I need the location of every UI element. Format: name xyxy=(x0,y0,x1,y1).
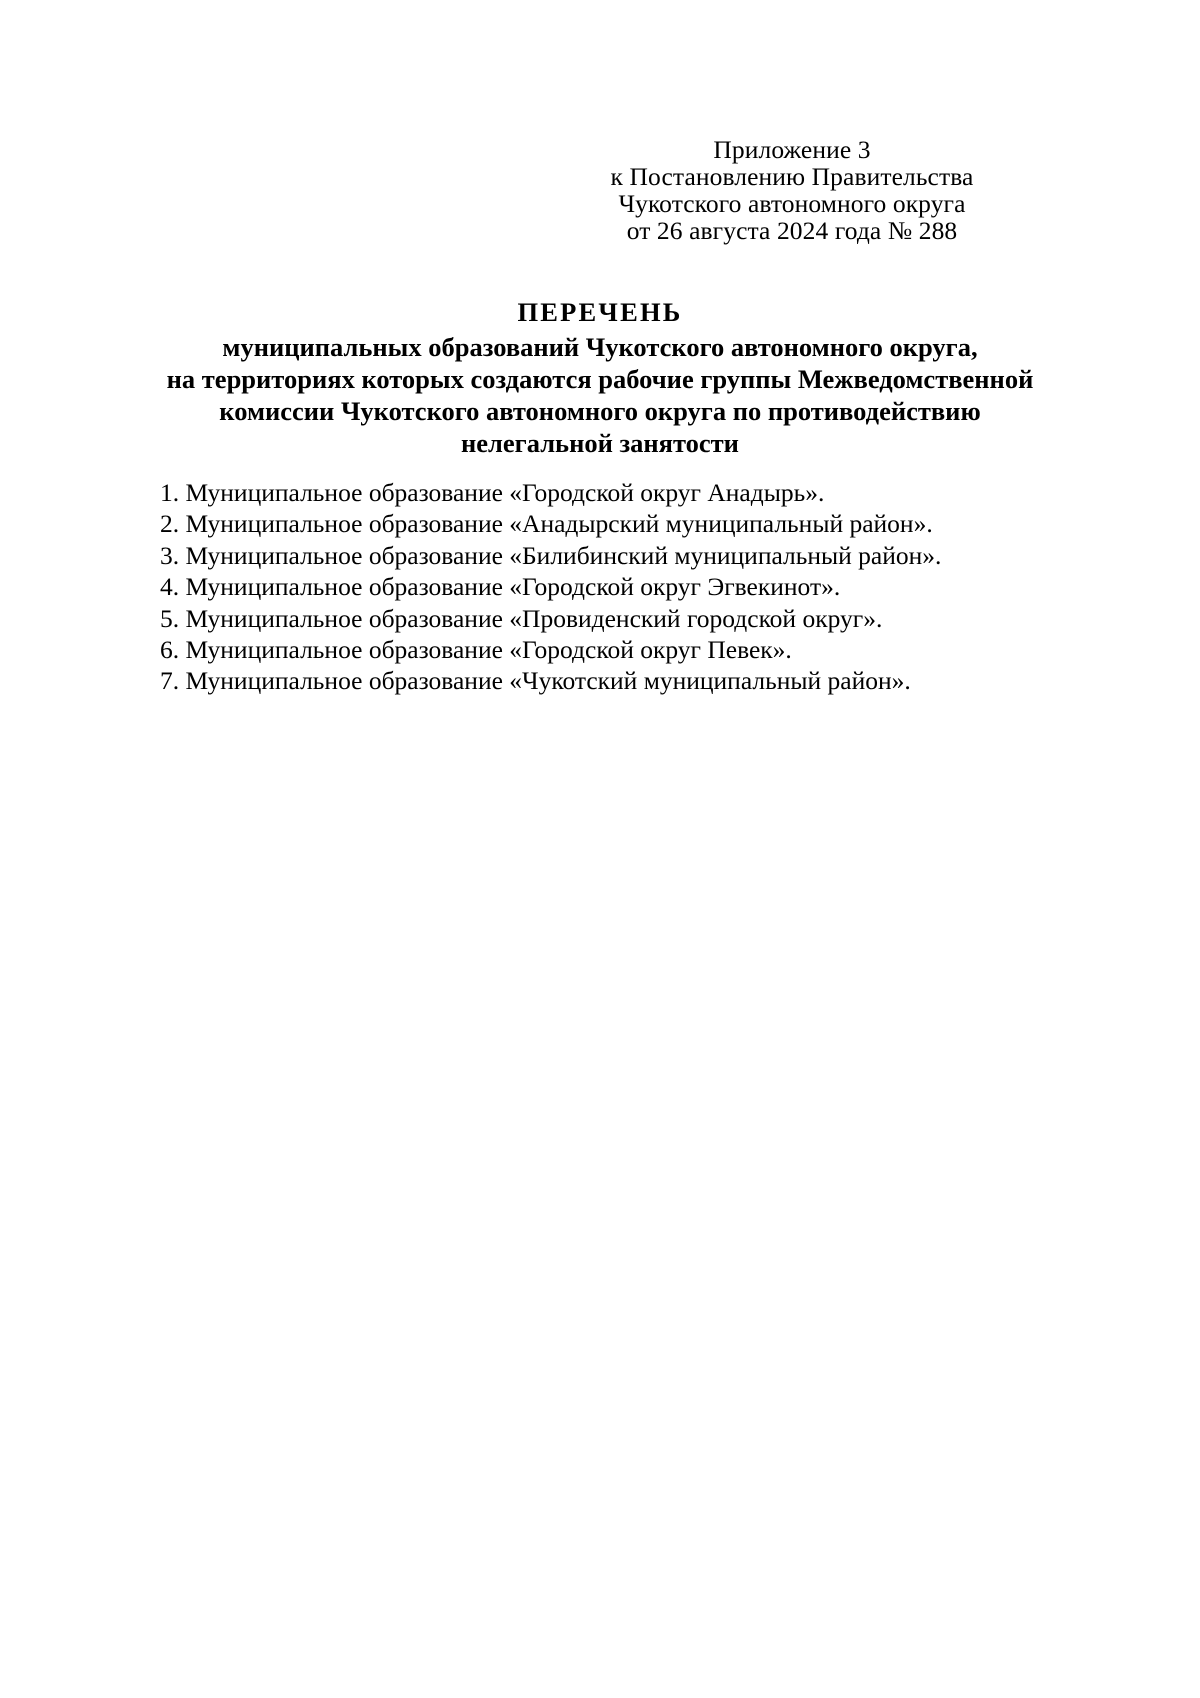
page-title: ПЕРЕЧЕНЬ xyxy=(517,297,683,327)
list-item: 5. Муниципальное образование «Провиденский городской округ». xyxy=(160,603,883,633)
list-item: 3. Муниципальное образование «Билибинский муниципальный район». xyxy=(160,540,942,570)
appendix-header-line-1: Приложение 3 xyxy=(713,135,871,164)
document-subtitle-line-4: нелегальной занятости xyxy=(461,428,739,458)
document-subtitle-line-1: муниципальных образований Чукотского автономного округа, xyxy=(222,332,978,362)
document-title-block xyxy=(140,296,1060,459)
list-item: 6. Муниципальное образование «Городской округ Певек». xyxy=(160,635,792,665)
list-item: 1. Муниципальное образование «Городской округ Анадырь». xyxy=(160,478,825,507)
appendix-header-line-3: Чукотского автономного округа xyxy=(618,189,966,218)
list-item: 4. Муниципальное образование «Городской округ Эгвекинот». xyxy=(160,572,841,602)
appendix-header xyxy=(572,136,1012,244)
document-subtitle-line-2: на территориях которых создаются рабочие группы Межведомственной xyxy=(166,364,1034,394)
list-item: 2. Муниципальное образование «Анадырский муниципальный район». xyxy=(160,509,933,539)
municipality-list xyxy=(160,477,1120,697)
list-item: 7. Муниципальное образование «Чукотский муниципальный район». xyxy=(160,666,911,696)
document-subtitle-line-3: комиссии Чукотского автономного округа по противодействию xyxy=(219,396,981,426)
appendix-header-line-4: от 26 августа 2024 года № 288 xyxy=(626,216,958,245)
appendix-header-line-2: к Постановлению Правительства xyxy=(610,162,974,191)
